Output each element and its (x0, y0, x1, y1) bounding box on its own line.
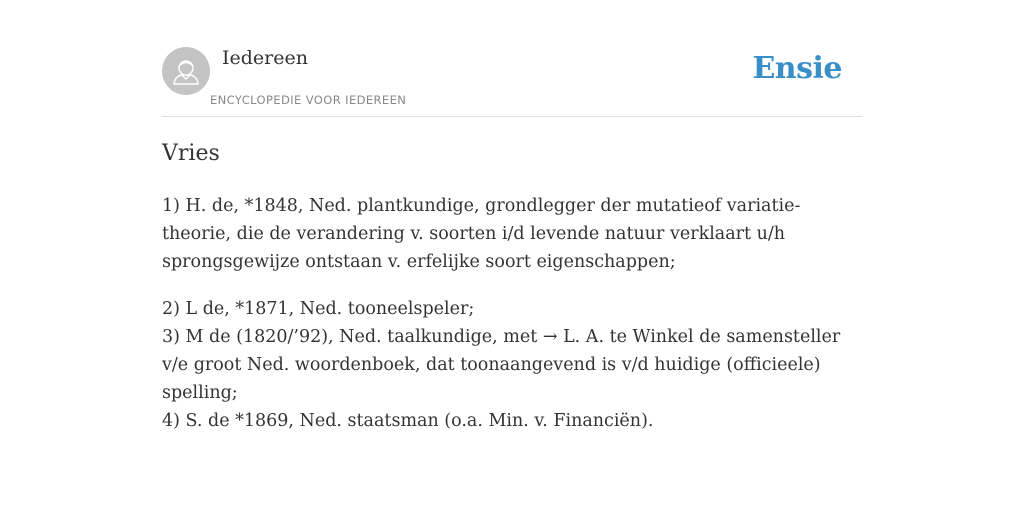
page-header (162, 46, 862, 117)
avatar[interactable] (162, 47, 210, 95)
user-name[interactable]: Iedereen (222, 47, 308, 69)
brand-logo[interactable]: Ensie (752, 51, 842, 86)
definition-line: 2) L de, *1871, Ned. tooneelspeler; (162, 299, 475, 319)
user-subtitle: ENCYCLOPEDIE VOOR IEDEREEN (210, 93, 407, 107)
entry-content (162, 192, 862, 454)
entry-title: Vries (162, 141, 220, 166)
definition-line: 4) S. de *1869, Ned. staatsman (o.a. Min. v. Financiën). (162, 411, 654, 431)
definition-paragraph (162, 295, 862, 435)
user-icon (162, 47, 210, 95)
definition-paragraph: 1) H. de, *1848, Ned. plantkundige, grondlegger der mutatieof variatie-theorie, die de verandering v. soorten i/d levende natuur verklaart u/h sprongsgewijze ontstaan v. erfelijke soort eigenschappen; (162, 196, 801, 272)
definition-line: 3) M de (1820/’92), Ned. taalkundige, met → L. A. te Winkel de samensteller v/e groot Ned. woordenboek, dat toonaangevend is v/d huidige (officieele) spelling; (162, 327, 841, 403)
